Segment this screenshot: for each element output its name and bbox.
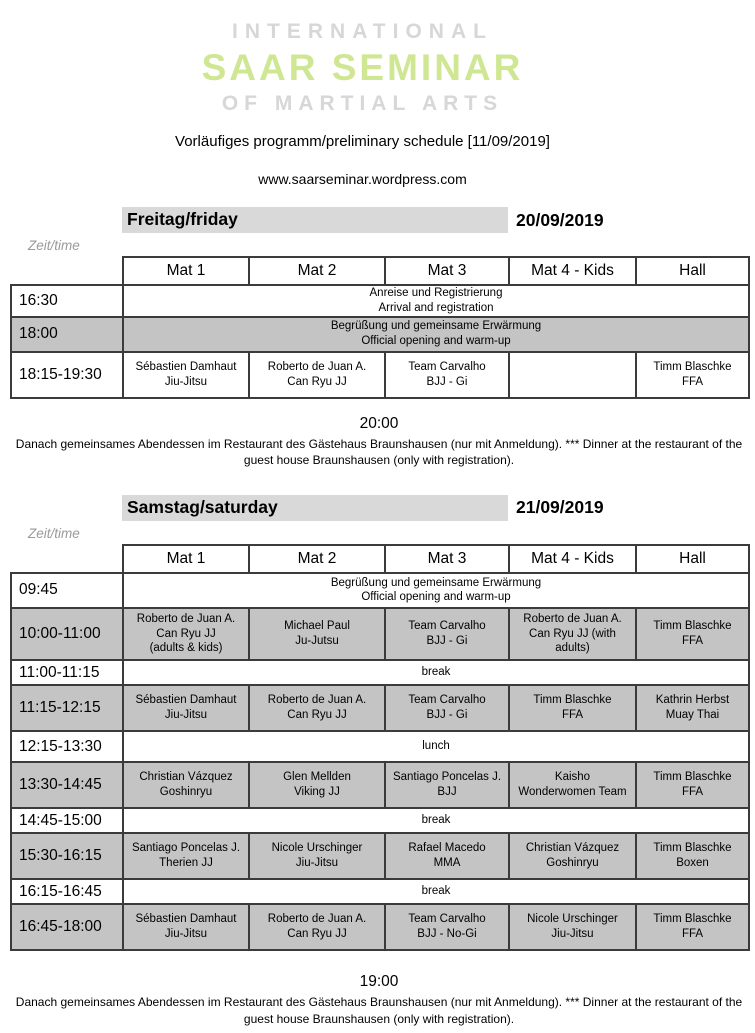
discipline-name: BJJ - Gi <box>426 375 468 388</box>
instructor-name: Timm Blaschke <box>653 913 732 926</box>
saturday-day-bar: Samstag/saturday <box>122 495 508 521</box>
session-cell-hall <box>636 608 749 660</box>
discipline-name: Can Ryu JJ <box>156 627 216 640</box>
session-cell-mat1 <box>123 762 249 808</box>
col-header-mat3: Mat 3 <box>385 257 509 285</box>
time-cell: 16:15-16:45 <box>11 879 123 904</box>
instructor-name: Roberto de Juan A. <box>267 694 367 707</box>
col-header-mat1: Mat 1 <box>123 257 249 285</box>
span-cell-opening <box>123 317 749 352</box>
session-cell-mat1 <box>123 685 249 731</box>
col-header-hall: Hall <box>636 257 749 285</box>
session-cell-mat1 <box>123 352 249 398</box>
instructor-name: Roberto de Juan A. <box>523 612 622 625</box>
instructor-name: Roberto de Juan A. <box>267 913 367 926</box>
session-cell-mat4 <box>509 833 636 879</box>
title-block <box>10 20 715 187</box>
discipline-name: FFA <box>681 375 704 388</box>
time-cell: 16:30 <box>11 285 123 317</box>
col-header-mat1: Mat 1 <box>123 545 249 573</box>
session-cell-mat2 <box>249 352 385 398</box>
saturday-evening-note: Danach gemeinsames Abendessen im Restaurant des Gästehaus Braunshausen (nur mit Anmeldung). *** Dinner at the restaurant of the guest house Braunshausen (only with registration). <box>15 995 743 1026</box>
instructor-name: Nicole Urschinger <box>271 842 363 855</box>
session-cell-hall <box>636 833 749 879</box>
discipline-name: Jiu-Jitsu <box>164 375 208 388</box>
span-cell-break: break <box>123 879 749 904</box>
session-cell-mat2 <box>249 904 385 950</box>
time-cell: 18:15-19:30 <box>11 352 123 398</box>
instructor-name: Glen Mellden <box>283 771 351 784</box>
time-cell: 13:30-14:45 <box>11 762 123 808</box>
col-header-hall: Hall <box>636 545 749 573</box>
instructor-name: Roberto de Juan A. <box>267 361 367 374</box>
session-cell-mat3 <box>385 833 509 879</box>
saturday-row-session4 <box>11 833 749 879</box>
discipline-name: Jiu-Jitsu <box>164 709 208 722</box>
discipline-name: Can Ryu JJ <box>287 375 347 388</box>
instructor-name: Christian Vázquez <box>525 842 620 855</box>
saturday-date: 21/09/2019 <box>516 497 604 518</box>
friday-row-registration <box>11 285 749 317</box>
span-text-en: Official opening and warm-up <box>361 591 511 604</box>
title-of-martial-arts: OF MARTIAL ARTS <box>221 92 504 115</box>
instructor-name: Santiago Poncelas J. <box>131 842 241 855</box>
instructor-name: Sébastien Damhaut <box>135 694 237 707</box>
saturday-row-opening <box>11 573 749 608</box>
discipline-name: MMA <box>433 857 461 870</box>
discipline-name: Ju-Jutsu <box>295 635 339 648</box>
session-cell-mat4 <box>509 685 636 731</box>
instructor-name: Christian Vázquez <box>139 771 233 784</box>
friday-day-bar: Freitag/friday <box>122 207 508 233</box>
saturday-row-break1 <box>11 660 749 685</box>
discipline-name: Can Ryu JJ (with adults) <box>529 627 616 655</box>
instructor-name: Rafael Macedo <box>408 842 486 855</box>
discipline-name: Jiu-Jitsu <box>551 928 594 941</box>
span-text-de: Anreise und Registrierung <box>369 287 503 299</box>
session-cell-mat3 <box>385 762 509 808</box>
session-cell-mat4 <box>509 904 636 950</box>
discipline-name: BJJ - Gi <box>426 635 468 648</box>
session-cell-hall <box>636 904 749 950</box>
col-header-mat2: Mat 2 <box>249 545 385 573</box>
saturday-row-session1 <box>11 608 749 660</box>
instructor-name: Timm Blaschke <box>653 620 732 633</box>
friday-row-opening <box>11 317 749 352</box>
span-text-en: Official opening and warm-up <box>361 335 511 348</box>
session-cell-mat4-empty <box>509 352 636 398</box>
zeit-time-label-friday: Zeit/time <box>28 238 80 253</box>
time-cell: 12:15-13:30 <box>11 731 123 762</box>
time-cell: 11:00-11:15 <box>11 660 123 685</box>
friday-header-row <box>122 207 748 233</box>
time-cell: 18:00 <box>11 317 123 352</box>
instructor-name: Timm Blaschke <box>653 361 732 374</box>
span-text-en: Arrival and registration <box>378 301 494 314</box>
discipline-name: Can Ryu JJ <box>287 928 347 941</box>
instructor-name: Nicole Urschinger <box>527 913 618 926</box>
instructor-name: Team Carvalho <box>408 361 486 374</box>
span-text-de: Begrüßung und gemeinsame Erwärmung <box>330 320 542 333</box>
session-cell-mat3 <box>385 685 509 731</box>
instructor-name: Michael Paul <box>284 620 350 633</box>
zeit-time-label-saturday: Zeit/time <box>28 525 80 541</box>
discipline-name: Goshinryu <box>159 786 213 799</box>
discipline-name: Can Ryu JJ <box>287 709 347 722</box>
friday-evening-block <box>10 415 748 469</box>
span-cell-break: break <box>123 808 749 833</box>
session-cell-mat1 <box>123 833 249 879</box>
session-cell-hall <box>636 762 749 808</box>
col-header-mat2: Mat 2 <box>249 257 385 285</box>
session-cell-mat4 <box>509 762 636 808</box>
saturday-header-row <box>122 495 748 521</box>
session-cell-mat1 <box>123 608 249 660</box>
discipline-name: FFA <box>681 928 704 941</box>
title-international: INTERNATIONAL <box>232 20 493 43</box>
time-cell: 09:45 <box>11 573 123 608</box>
saturday-row-session5 <box>11 904 749 950</box>
time-cell: 15:30-16:15 <box>11 833 123 879</box>
friday-evening-time: 20:00 <box>359 414 399 432</box>
saturday-column-header-row <box>11 545 749 573</box>
instructor-name: Sébastien Damhaut <box>135 913 237 926</box>
discipline-name: Therien JJ <box>159 857 213 870</box>
saturday-row-session2 <box>11 685 749 731</box>
instructor-name: Kaisho <box>554 771 591 784</box>
discipline-name: Viking JJ <box>294 786 340 799</box>
discipline-name: Wonderwomen Team <box>518 786 627 799</box>
time-cell: 16:45-18:00 <box>11 904 123 950</box>
friday-schedule-table <box>10 256 750 399</box>
instructor-name: Timm Blaschke <box>533 694 612 707</box>
time-cell: 11:15-12:15 <box>11 685 123 731</box>
col-header-mat4-kids: Mat 4 - Kids <box>509 545 636 573</box>
session-cell-mat1 <box>123 904 249 950</box>
session-cell-mat2 <box>249 762 385 808</box>
span-cell-lunch: lunch <box>123 731 749 762</box>
session-cell-mat3 <box>385 904 509 950</box>
session-cell-hall <box>636 685 749 731</box>
saturday-row-break2 <box>11 808 749 833</box>
discipline-name: BJJ - Gi <box>426 709 468 722</box>
friday-evening-note: Danach gemeinsames Abendessen im Restaurant des Gästehaus Braunshausen (nur mit Anmeldung). *** Dinner at the restaurant of the guest house Braunshausen (only with registration). <box>15 436 743 468</box>
session-cell-mat2 <box>249 833 385 879</box>
saturday-row-break3 <box>11 879 749 904</box>
discipline-name: BJJ <box>437 786 457 799</box>
instructor-name: Team Carvalho <box>408 620 486 633</box>
span-cell-opening <box>123 573 749 608</box>
instructor-name: Team Carvalho <box>408 694 486 707</box>
discipline-name: Boxen <box>676 857 709 870</box>
discipline-name: Jiu-Jitsu <box>295 857 339 870</box>
saturday-row-lunch <box>11 731 749 762</box>
time-cell: 14:45-15:00 <box>11 808 123 833</box>
title-saar-seminar: SAAR SEMINAR <box>201 47 524 88</box>
discipline-name: BJJ - No-Gi <box>417 928 477 941</box>
website-url: www.saarseminar.wordpress.com <box>258 171 467 187</box>
discipline-name: FFA <box>561 709 584 722</box>
corner-empty-cell <box>11 257 123 285</box>
instructor-name: Team Carvalho <box>408 913 486 926</box>
instructor-name: Sébastien Damhaut <box>135 361 237 374</box>
subtitle-preliminary-schedule: Vorläufiges programm/preliminary schedule [11/09/2019] <box>175 133 550 150</box>
saturday-row-session3 <box>11 762 749 808</box>
discipline-name: FFA <box>681 635 704 648</box>
instructor-name: Timm Blaschke <box>653 771 732 784</box>
instructor-name: Kathrin Herbst <box>655 694 730 707</box>
session-cell-mat2 <box>249 608 385 660</box>
friday-section <box>10 207 748 399</box>
time-cell: 10:00-11:00 <box>11 608 123 660</box>
friday-row-session1 <box>11 352 749 398</box>
saturday-section <box>10 495 748 951</box>
col-header-mat4-kids: Mat 4 - Kids <box>509 257 636 285</box>
span-text-de: Begrüßung und gemeinsame Erwärmung <box>330 576 542 589</box>
session-cell-mat3 <box>385 352 509 398</box>
discipline-name: Muay Thai <box>665 709 720 722</box>
session-cell-mat2 <box>249 685 385 731</box>
instructor-name: Roberto de Juan A. <box>136 612 236 625</box>
saturday-evening-block <box>10 973 748 1027</box>
discipline-name: FFA <box>681 786 704 799</box>
span-cell-break: break <box>123 660 749 685</box>
instructor-name: Timm Blaschke <box>653 842 732 855</box>
col-header-mat3: Mat 3 <box>385 545 509 573</box>
discipline-name: Goshinryu <box>546 857 599 870</box>
discipline-extra: (adults & kids) <box>149 642 223 655</box>
friday-column-header-row <box>11 257 749 285</box>
saturday-schedule-table <box>10 544 750 951</box>
span-cell-registration <box>123 285 749 317</box>
discipline-name: Jiu-Jitsu <box>164 928 208 941</box>
friday-date: 20/09/2019 <box>516 209 604 230</box>
corner-empty-cell <box>11 545 123 573</box>
session-cell-mat4 <box>509 608 636 660</box>
instructor-name: Santiago Poncelas J. <box>392 771 502 784</box>
session-cell-mat3 <box>385 608 509 660</box>
saturday-evening-time: 19:00 <box>359 973 399 991</box>
session-cell-hall <box>636 352 749 398</box>
